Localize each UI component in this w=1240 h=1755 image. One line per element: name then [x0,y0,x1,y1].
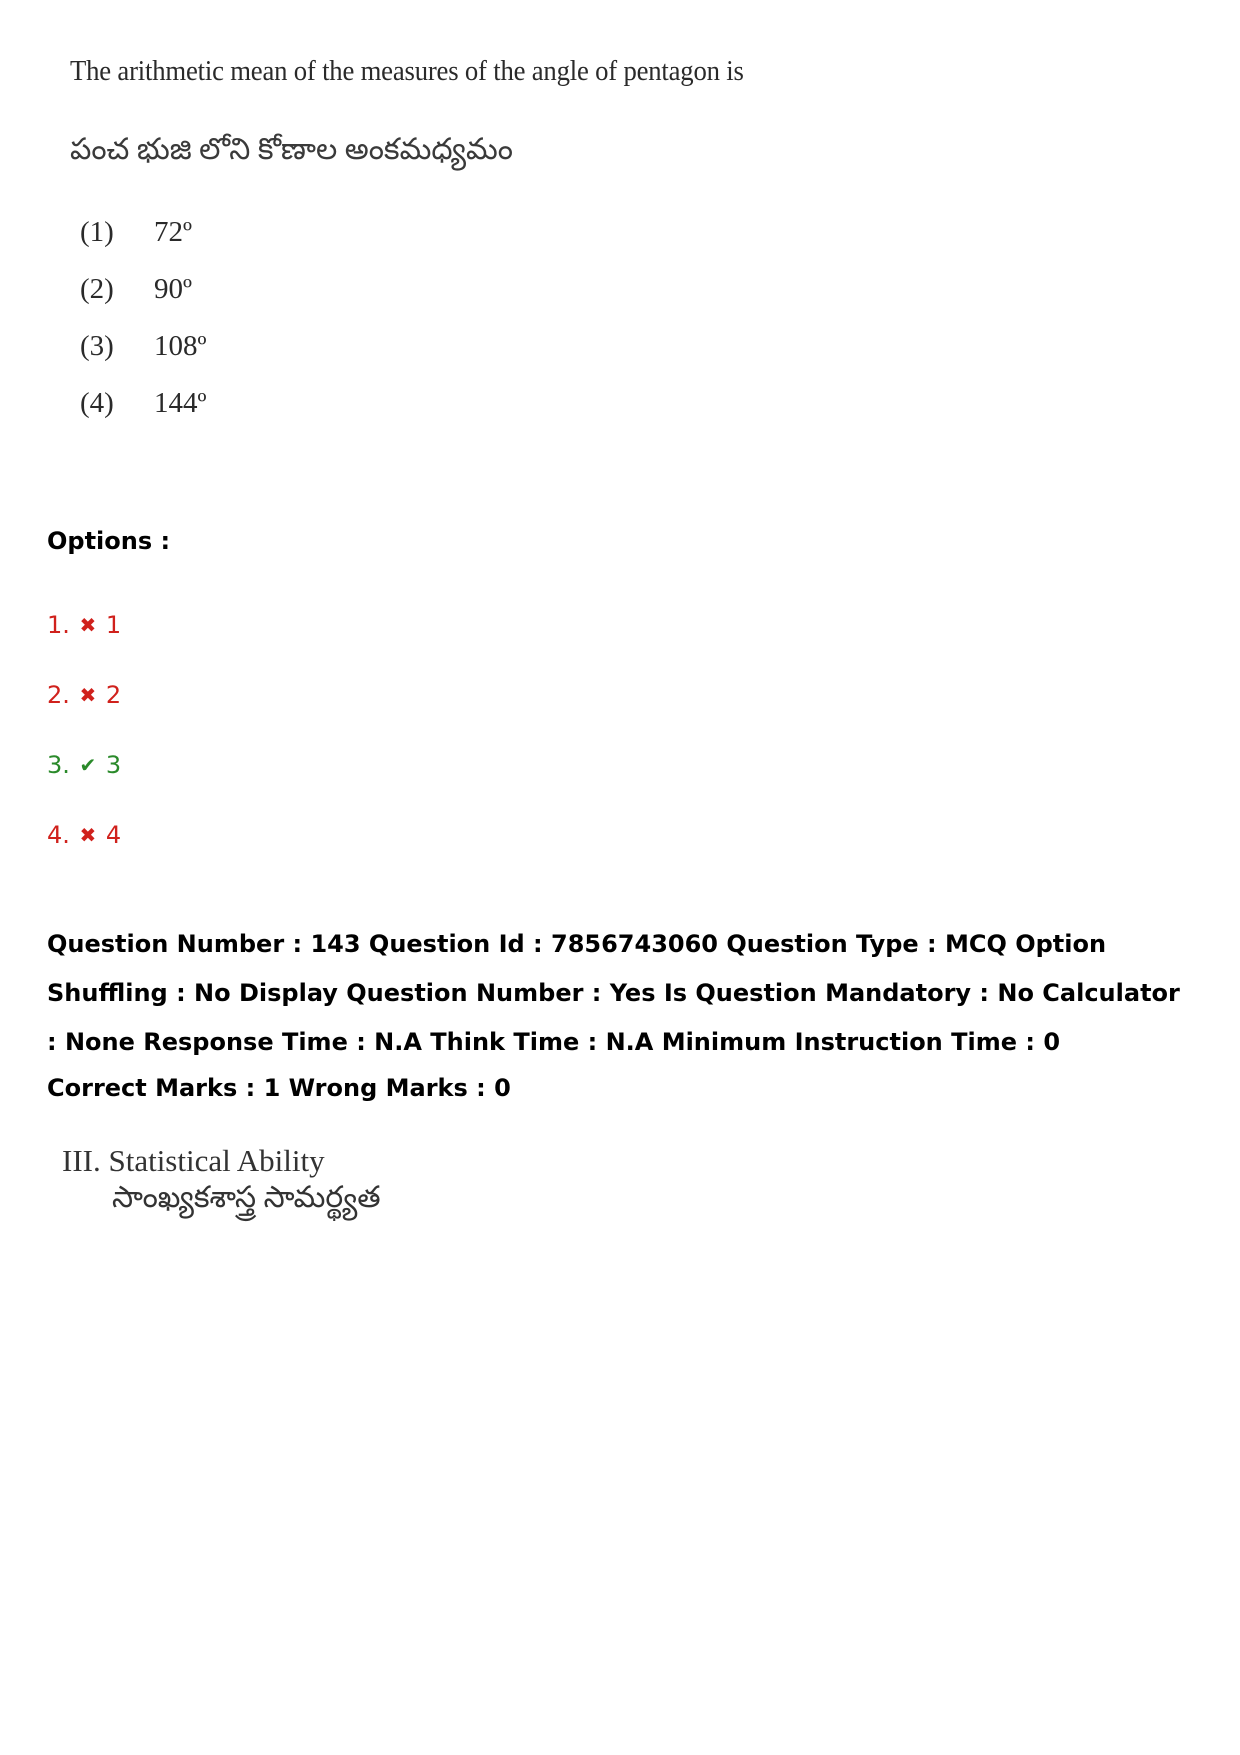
marks-info: Correct Marks : 1 Wrong Marks : 0 [47,1074,511,1102]
choice-value: 108º [154,330,207,362]
option-item [47,800,121,870]
section-title-english: III. Statistical Ability [62,1143,325,1178]
choice-number: (4) [80,387,114,419]
cross-icon: ✖ [79,823,97,847]
question-choices [70,204,802,432]
option-label: 2 [105,681,122,709]
choice-number: (3) [80,330,114,362]
option-index: 3. [47,751,70,779]
option-item [47,730,121,800]
options-list [47,590,121,870]
question-image [70,55,802,432]
option-label: 4 [105,821,122,849]
options-heading: Options : [47,527,171,555]
question-choice [80,375,802,432]
question-text-telugu: పంచ భుజి లోని కోణాల అంకమధ్యమం [70,133,513,166]
question-choice [80,318,802,375]
choice-value: 90º [154,273,192,305]
option-label: 3 [105,751,122,779]
option-index: 1. [47,611,70,639]
choice-value: 144º [154,387,207,419]
question-choice [80,261,802,318]
option-item [47,590,121,660]
question-choice [80,204,802,261]
section-heading-image [62,1143,381,1222]
cross-icon: ✖ [79,683,97,707]
choice-value: 72º [154,216,192,248]
question-text-english: The arithmetic mean of the measures of the angle of pentagon is [70,55,744,87]
option-index: 4. [47,821,70,849]
section-title-telugu: సాంఖ్యకశాస్త్ర సామర్థ్యత [112,1181,381,1214]
option-label: 1 [105,611,122,639]
option-item [47,660,121,730]
choice-number: (1) [80,216,114,248]
check-icon: ✔ [79,753,97,777]
cross-icon: ✖ [79,613,97,637]
question-metadata: Question Number : 143 Question Id : 7856743060 Question Type : MCQ Option Shuffling : No Display Question Number : Yes Is Question Mandatory : No Calculator : None Response Time : N.A Think Time : N.A Minimum Instruction Time : 0 [47,930,1180,1056]
option-index: 2. [47,681,70,709]
choice-number: (2) [80,273,114,305]
